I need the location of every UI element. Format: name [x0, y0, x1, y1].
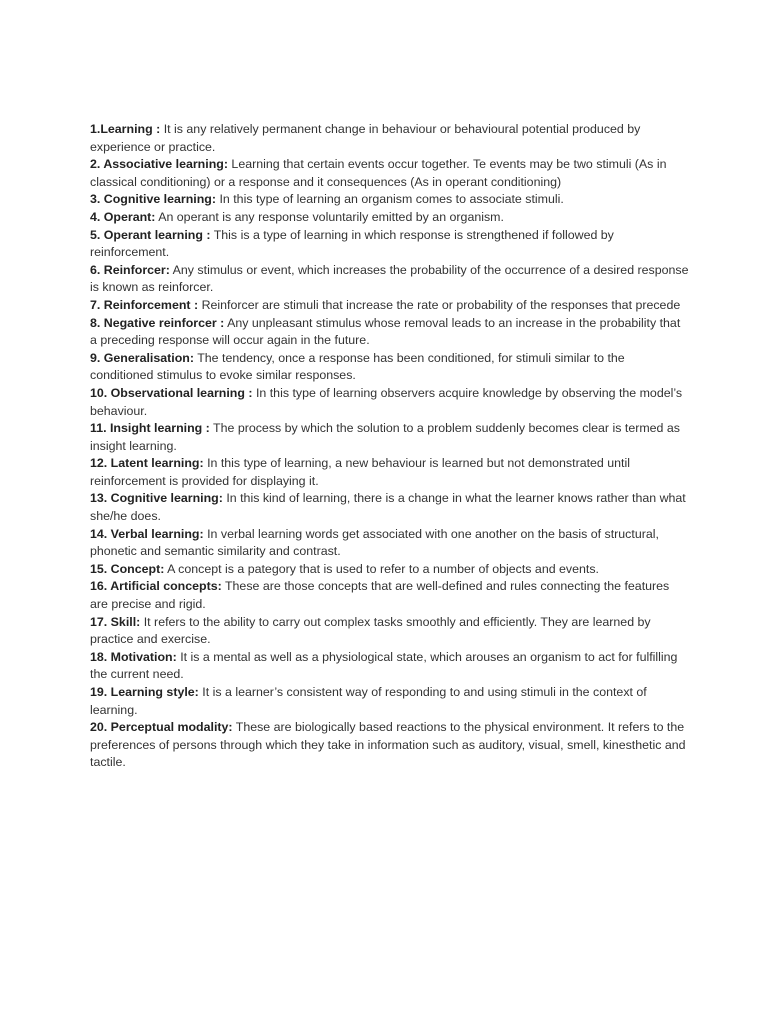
entry-definition: It is a learner’s consistent way of responding to and using stimuli in the context of learning. [90, 685, 647, 717]
glossary-entry-3 [90, 191, 690, 209]
glossary-entry-2 [90, 156, 690, 191]
glossary-entry-15 [90, 561, 690, 579]
entry-definition: A concept is a pategory that is used to refer to a number of objects and events. [167, 561, 599, 576]
entry-term: 12. Latent learning: [90, 456, 204, 471]
entry-definition: Any stimulus or event, which increases the probability of the occurrence of a desired response is known as reinforcer. [90, 262, 689, 295]
glossary-entry-1 [90, 121, 690, 156]
glossary-entry-8 [90, 315, 690, 350]
entry-term: 19. Learning style: [90, 685, 199, 699]
glossary-entry-18 [90, 649, 690, 684]
entry-definition: This is a type of learning in which response is strengthened if followed by reinforcement. [90, 227, 614, 260]
entry-term: 5. Operant learning : [90, 227, 211, 242]
entry-term: 3. Cognitive learning: [90, 192, 216, 207]
entry-term: 14. Verbal learning: [90, 526, 204, 541]
entry-term: 6. Reinforcer: [90, 262, 170, 277]
glossary-entry-6 [90, 262, 690, 297]
entry-definition: It is a mental as well as a physiological state, which arouses an organism to act for fulfilling the current need. [90, 649, 678, 682]
entry-definition: These are biologically based reactions to the physical environment. It refers to the preferences of persons through which they take in information such as auditory, visual, smell, kinesthetic and tactile. [90, 720, 686, 770]
glossary-entry-17 [90, 614, 690, 649]
entry-term: 2. Associative learning: [90, 157, 228, 172]
glossary-entry-7 [90, 297, 690, 315]
entry-definition: In verbal learning words get associated with one another on the basis of structural, phonetic and semantic similarity and contrast. [90, 526, 659, 559]
entry-term: 13. Cognitive learning: [90, 491, 223, 506]
entry-definition: In this type of learning, a new behaviour is learned but not demonstrated until reinforcement is provided for displaying it. [90, 456, 630, 488]
glossary-entry-14 [90, 526, 690, 561]
entry-definition: Reinforcer are stimuli that increase the rate or probability of the responses that precede [201, 297, 681, 312]
entry-definition: The process by which the solution to a problem suddenly becomes clear is termed as insight learning. [90, 421, 680, 453]
entry-term: 9. Generalisation: [90, 350, 194, 365]
entry-term: 17. Skill: [90, 614, 141, 629]
entry-term: 1.Learning : [90, 122, 161, 136]
entry-definition: An operant is any response voluntarily emitted by an organism. [158, 209, 504, 224]
glossary-entry-20 [90, 719, 690, 772]
glossary-entry-13 [90, 490, 690, 525]
entry-definition: In this kind of learning, there is a change in what the learner knows rather than what she/he does. [90, 491, 686, 524]
glossary-entry-5 [90, 227, 690, 262]
entry-term: 15. Concept: [90, 561, 165, 576]
glossary-entry-12 [90, 455, 690, 490]
glossary-entry-11 [90, 420, 690, 455]
entry-definition: In this type of learning an organism comes to associate stimuli. [219, 192, 564, 207]
entry-term: 16. Artificial concepts: [90, 579, 222, 594]
glossary-entry-10 [90, 385, 690, 420]
glossary-entry-4 [90, 209, 690, 227]
entry-term: 8. Negative reinforcer : [90, 315, 225, 330]
entry-term: 10. Observational learning : [90, 385, 253, 400]
entry-definition: These are those concepts that are well-defined and rules connecting the features are precise and rigid. [90, 579, 670, 612]
glossary-entry-9 [90, 350, 690, 385]
entry-term: 18. Motivation: [90, 649, 177, 664]
entry-definition: In this type of learning observers acquire knowledge by observing the model’s behaviour. [90, 385, 683, 418]
entry-definition: It refers to the ability to carry out complex tasks smoothly and efficiently. They are learned by practice and exercise. [90, 614, 651, 647]
entry-definition: Any unpleasant stimulus whose removal leads to an increase in the probability that a preceding response will occur again in the future. [90, 315, 681, 348]
entry-term: 7. Reinforcement : [90, 297, 199, 312]
entry-definition: The tendency, once a response has been conditioned, for stimuli similar to the conditioned stimulus to evoke similar responses. [90, 350, 625, 383]
entry-definition: Learning that certain events occur together. Te events may be two stimuli (As in classical conditioning) or a response and it consequences (As in operant conditioning) [90, 157, 667, 189]
glossary-entry-19 [90, 684, 690, 719]
entry-definition: It is any relatively permanent change in behaviour or behavioural potential produced by experience or practice. [90, 122, 641, 154]
glossary-entry-16 [90, 578, 690, 613]
entry-term: 20. Perceptual modality: [90, 720, 233, 735]
entry-term: 4. Operant: [90, 209, 156, 224]
entry-term: 11. Insight learning : [90, 421, 210, 436]
document-page [90, 121, 690, 772]
